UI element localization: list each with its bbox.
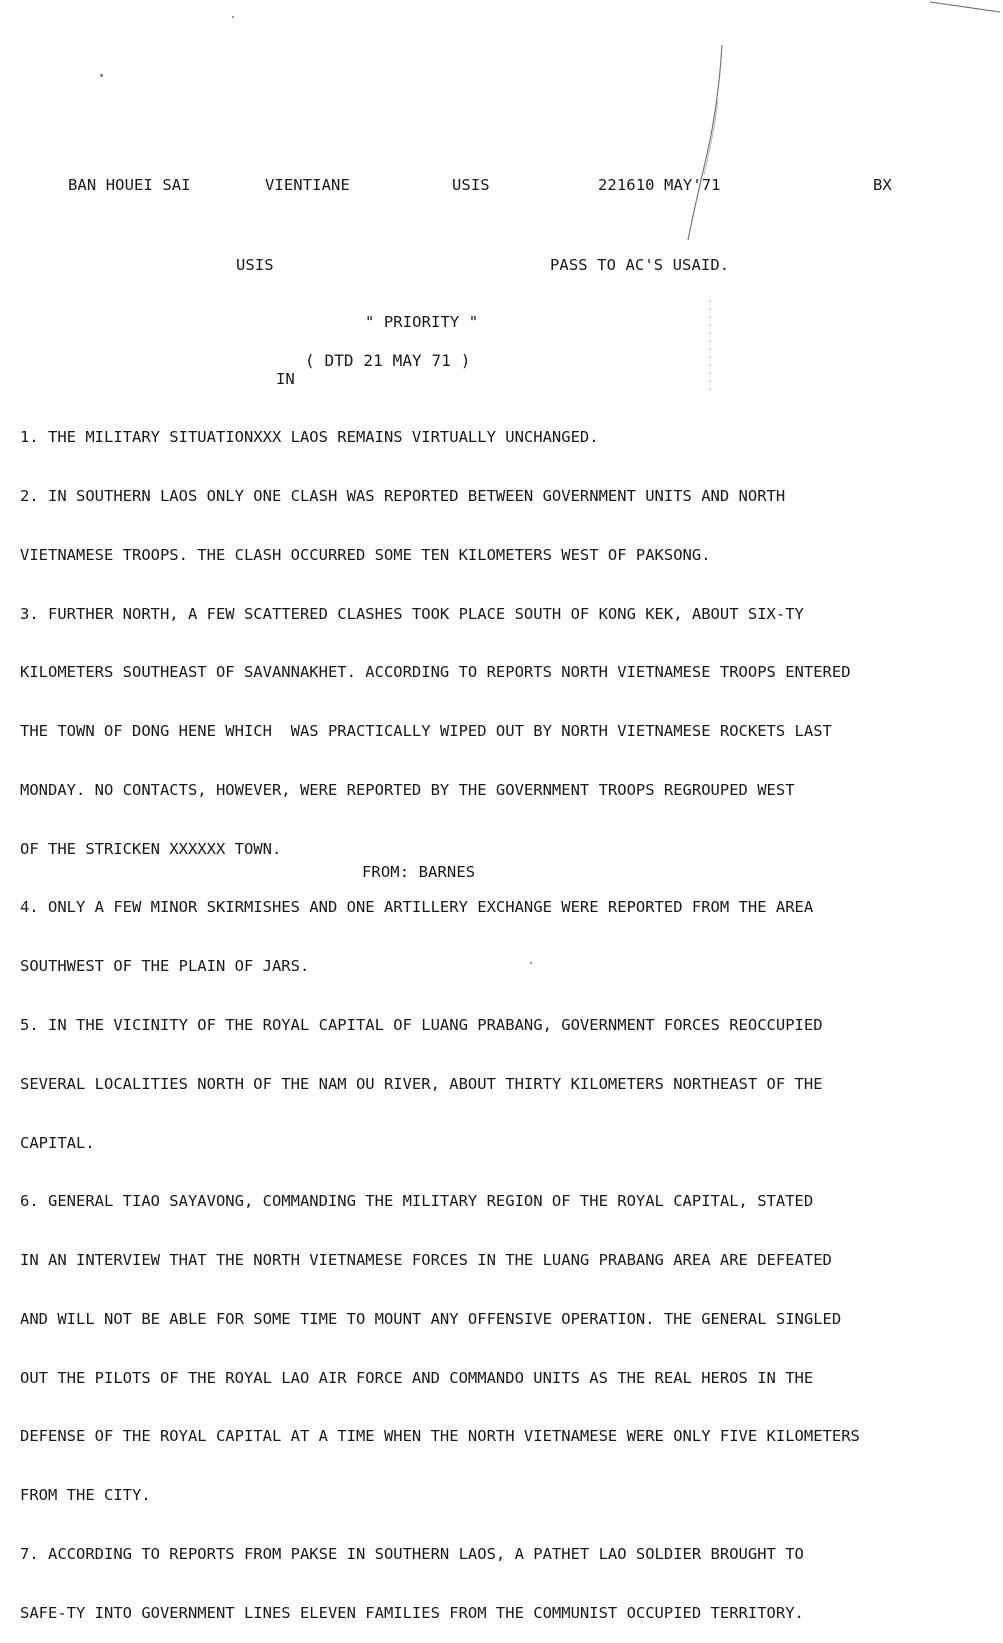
body-line: SAFE-TY INTO GOVERNMENT LINES ELEVEN FAMILIES FROM THE COMMUNIST OCCUPIED TERRITORY.	[20, 1603, 804, 1622]
body-line: SOUTHWEST OF THE PLAIN OF JARS.	[20, 957, 310, 976]
body-line: OF THE STRICKEN XXXXXX TOWN.	[20, 839, 282, 858]
body-line: 7. ACCORDING TO REPORTS FROM PAKSE IN SOUTHERN LAOS, A PATHET LAO SOLDIER BROUGHT TO	[20, 1545, 804, 1564]
header-origin: BAN HOUEI SAI	[68, 176, 191, 194]
body-line: THE TOWN OF DONG HENE WHICH WAS PRACTICALLY WIPED OUT BY NORTH VIETNAMESE ROCKETS LAST	[20, 722, 832, 741]
header-code: BX	[873, 176, 892, 194]
body-line: AND WILL NOT BE ABLE FOR SOME TIME TO MOUNT ANY OFFENSIVE OPERATION. THE GENERAL SINGLED	[20, 1309, 842, 1328]
body-line: DEFENSE OF THE ROYAL CAPITAL AT A TIME WHEN THE NORTH VIETNAMESE WERE ONLY FIVE KILOMETERS	[20, 1427, 860, 1446]
speck	[530, 962, 532, 964]
routing-instruction: PASS TO AC'S USAID.	[550, 256, 730, 274]
corner-mark	[930, 0, 1003, 20]
header-destination: VIENTIANE	[265, 176, 350, 194]
speck	[100, 74, 103, 77]
body-line: SEVERAL LOCALITIES NORTH OF THE NAM OU RIVER, ABOUT THIRTY KILOMETERS NORTHEAST OF THE	[20, 1074, 823, 1093]
body-line: KILOMETERS SOUTHEAST OF SAVANNAKHET. ACCORDING TO REPORTS NORTH VIETNAMESE TROOPS ENTERED	[20, 663, 851, 682]
body-line: 4. ONLY A FEW MINOR SKIRMISHES AND ONE ARTILLERY EXCHANGE WERE REPORTED FROM THE AREA	[20, 898, 814, 917]
routing-to: USIS	[236, 256, 274, 274]
dotted-smudge	[700, 300, 720, 400]
body-line: 5. IN THE VICINITY OF THE ROYAL CAPITAL OF LUANG PRABANG, GOVERNMENT FORCES REOCCUPIED	[20, 1016, 823, 1034]
priority-label: " PRIORITY "	[365, 313, 479, 331]
header-dtg: 221610 MAY'71	[598, 176, 721, 194]
body-line: 1. THE MILITARY SITUATIONXXX LAOS REMAINS VIRTUALLY UNCHANGED.	[20, 428, 599, 447]
date-line: ( DTD 21 MAY 71 )	[305, 351, 471, 370]
header-agency: USIS	[452, 176, 490, 194]
body-line: 2. IN SOUTHERN LAOS ONLY ONE CLASH WAS REPORTED BETWEEN GOVERNMENT UNITS AND NORTH	[20, 486, 786, 505]
pen-stroke-mark	[670, 40, 730, 250]
body-line: OUT THE PILOTS OF THE ROYAL LAO AIR FORCE AND COMMANDO UNITS AS THE REAL HEROS IN THE	[20, 1368, 814, 1387]
insert-word: IN	[276, 370, 295, 388]
signature: FROM: BARNES	[362, 863, 476, 881]
body-line: IN AN INTERVIEW THAT THE NORTH VIETNAMESE FORCES IN THE LUANG PRABANG AREA ARE DEFEATED	[20, 1251, 832, 1270]
message-body	[20, 389, 980, 1643]
body-line: FROM THE CITY.	[20, 1486, 151, 1505]
body-line: CAPITAL.	[20, 1133, 95, 1152]
body-line: 3. FURTHER NORTH, A FEW SCATTERED CLASHES TOOK PLACE SOUTH OF KONG KEK, ABOUT SIX-TY	[20, 604, 804, 623]
body-line: 6. GENERAL TIAO SAYAVONG, COMMANDING THE MILITARY REGION OF THE ROYAL CAPITAL, STATED	[20, 1192, 814, 1211]
body-line: MONDAY. NO CONTACTS, HOWEVER, WERE REPORTED BY THE GOVERNMENT TROOPS REGROUPED WEST	[20, 780, 795, 799]
body-line: VIETNAMESE TROOPS. THE CLASH OCCURRED SOME TEN KILOMETERS WEST OF PAKSONG.	[20, 545, 711, 564]
speck	[232, 16, 234, 18]
